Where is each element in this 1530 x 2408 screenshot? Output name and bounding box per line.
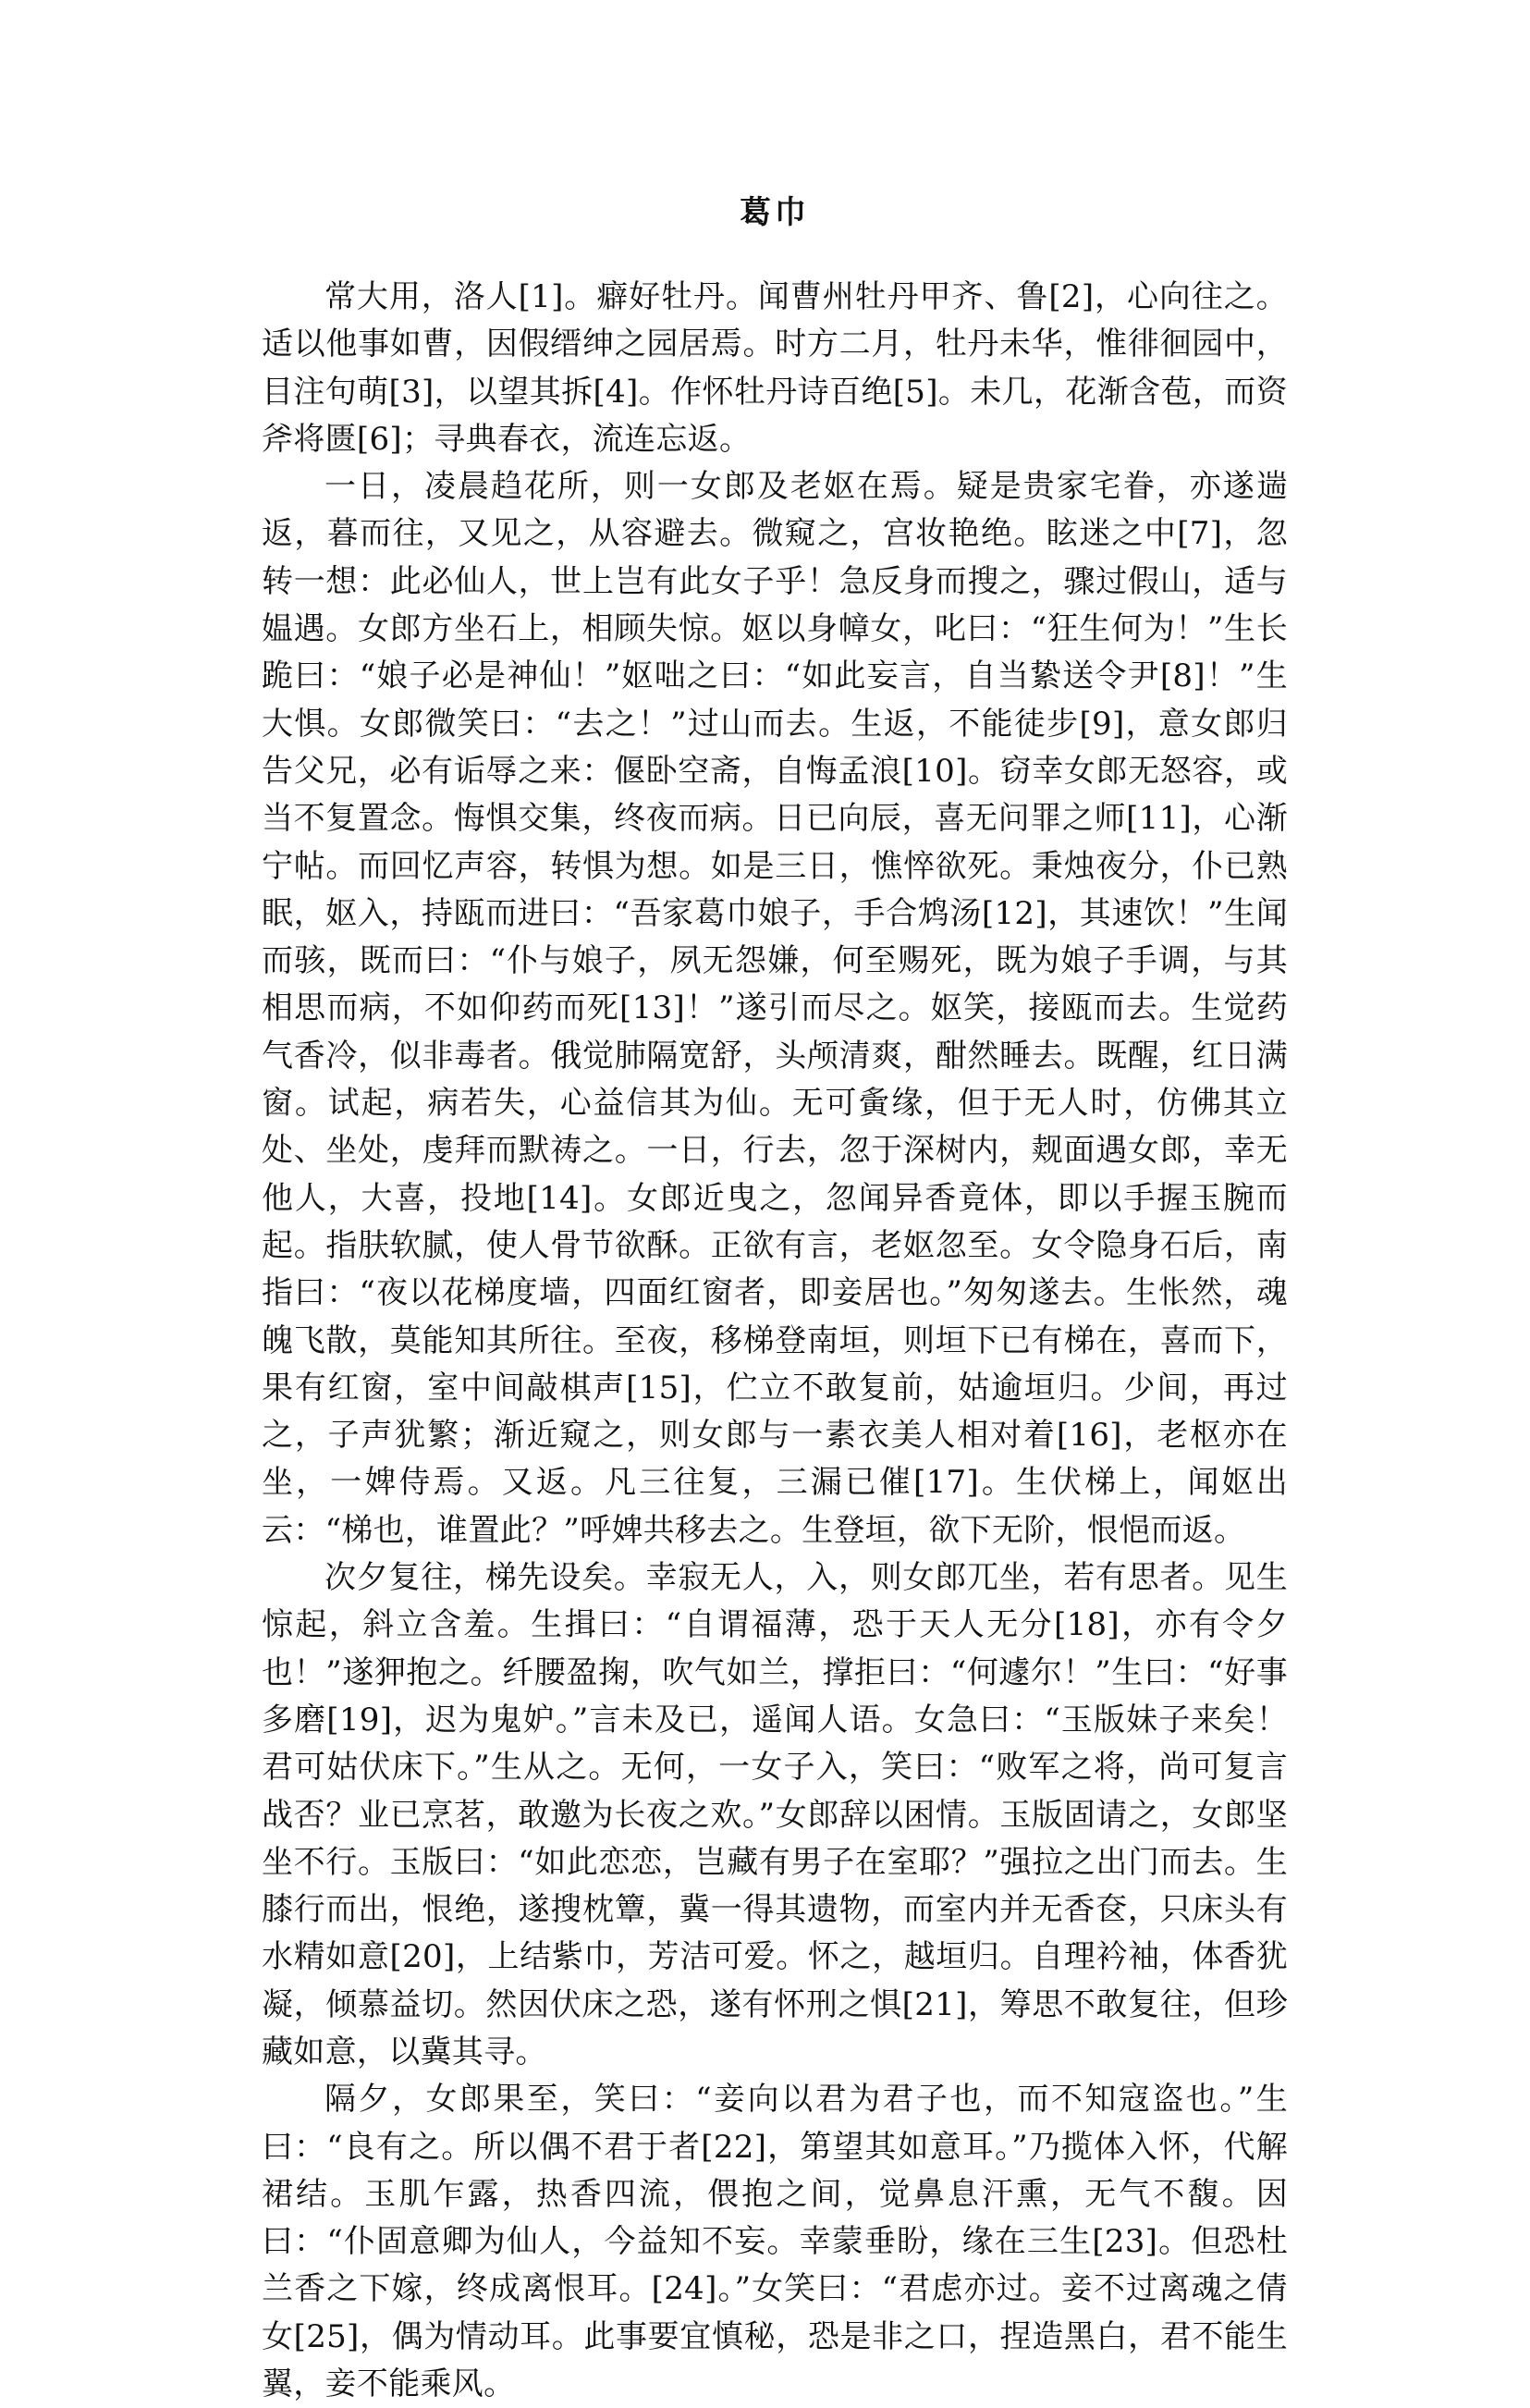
paragraph-2: 一日，凌晨趋花所，则一女郎及老妪在焉。疑是贵家宅眷，亦遂遄返，暮而往，又见之，从容避去。微窥之，宫妆艳绝。眩迷之中[7]，忽转一想：此必仙人，世上岂有此女子乎！急反身而搜之，骤过假山，适与媪遇。女郎方坐石上，相顾失惊。妪以身幛女，叱曰：“狂生何为！”生长跪曰：“娘子必是神仙！”妪咄之曰：“如此妄言，自当絷送令尹[8]！”生大惧。女郎微笑曰：“去之！”过山而去。生返，不能徒步[9]，意女郎归告父兄，必有诟辱之来：偃卧空斋，自悔孟浪[10]。窃幸女郎无怒容，或当不复置念。悔惧交集，终夜而病。日已向辰，喜无问罪之师[11]，心渐宁帖。而回忆声容，转惧为想。如是三日，憔悴欲死。秉烛夜分，仆已熟眠，妪入，持瓯而进曰：“吾家葛巾娘子，手合鸩汤[12]，其速饮！”生闻而骇，既而曰：“仆与娘子，夙无怨嫌，何至赐死，既为娘子手调，与其相思而病，不如仰药而死[13]！”遂引而尽之。妪笑，接瓯而去。生觉药气香冷，似非毒者。俄觉肺隔宽舒，头颅清爽，酣然睡去。既醒，红日满窗。试起，病若失，心益信其为仙。无可夤缘，但于无人时，仿佛其立处、坐处，虔拜而默祷之。一日，行去，忽于深树内，觌面遇女郎，幸无他人，大喜，投地[14]。女郎近曳之，忽闻异香竟体，即以手握玉腕而起。指肤软腻，使人骨节欲酥。正欲有言，老妪忽至。女令隐身石后，南指曰：“夜以花梯度墙，四面红窗者，即妾居也。”匆匆遂去。生怅然，魂魄飞散，莫能知其所往。至夜，移梯登南垣，则垣下已有梯在，喜而下，果有红窗，室中间敲棋声[15]，伫立不敢复前，姑逾垣归。少间，再过之，子声犹繁；渐近窥之，则女郎与一素衣美人相对着[16]，老枢亦在坐，一婢侍焉。又返。凡三往复，三漏已催[17]。生伏梯上，闻妪出云：“梯也，谁置此？”呼婢共移去之。生登垣，欲下无阶，恨悒而返。 [262, 468, 1288, 1549]
document-title: 葛巾 [740, 194, 810, 231]
paragraph-3: 次夕复往，梯先设矣。幸寂无人，入，则女郎兀坐，若有思者。见生惊起，斜立含羞。生揖曰：“自谓福薄，恐于天人无分[18]，亦有令夕也！”遂狎抱之。纤腰盈掬，吹气如兰，撑拒曰：“何遽尔！”生曰：“好事多磨[19]，迟为鬼妒。”言未及已，遥闻人语。女急曰：“玉版妹子来矣！君可姑伏床下。”生从之。无何，一女子入，笑曰：“败军之将，尚可复言战否？业已烹茗，敢邀为长夜之欢。”女郎辞以困情。玉版固请之，女郎坚坐不行。玉版曰：“如此恋恋，岂藏有男子在室耶？”强拉之出门而去。生膝行而出，恨绝，遂搜枕簟，冀一得其遗物，而室内并无香奁，只床头有水精如意[20]，上结紫巾，芳洁可爱。怀之，越垣归。自理衿袖，体香犹凝，倾慕益切。然因伏床之恐，遂有怀刑之惧[21]，筹思不敢复往，但珍藏如意，以冀其寻。 [262, 1559, 1288, 2070]
document-body [262, 274, 1288, 2408]
paragraph-1: 常大用，洛人[1]。癖好牡丹。闻曹州牡丹甲齐、鲁[2]，心向往之。适以他事如曹，因假缙绅之园居焉。时方二月，牡丹未华，惟徘徊园中，目注句萌[3]，以望其拆[4]。作怀牡丹诗百绝[5]。未几，花渐含苞，而资斧将匮[6]；寻典春衣，流连忘返。 [262, 278, 1288, 458]
paragraph-4: 隔夕，女郎果至，笑曰：“妾向以君为君子也，而不知寇盗也。”生曰：“良有之。所以偶不君于者[22]，第望其如意耳。”乃揽体入怀，代解裙结。玉肌乍露，热香四流，偎抱之间，觉鼻息汗熏，无气不馥。因曰：“仆固意卿为仙人，今益知不妄。幸蒙垂盼，缘在三生[23]。但恐杜兰香之下嫁，终成离恨耳。[24]。”女笑曰：“君虑亦过。妾不过离魂之倩女[25]，偶为情动耳。此事要宜慎秘，恐是非之口，捏造黑白，君不能生翼，妾不能乘风。 [262, 2081, 1288, 2403]
